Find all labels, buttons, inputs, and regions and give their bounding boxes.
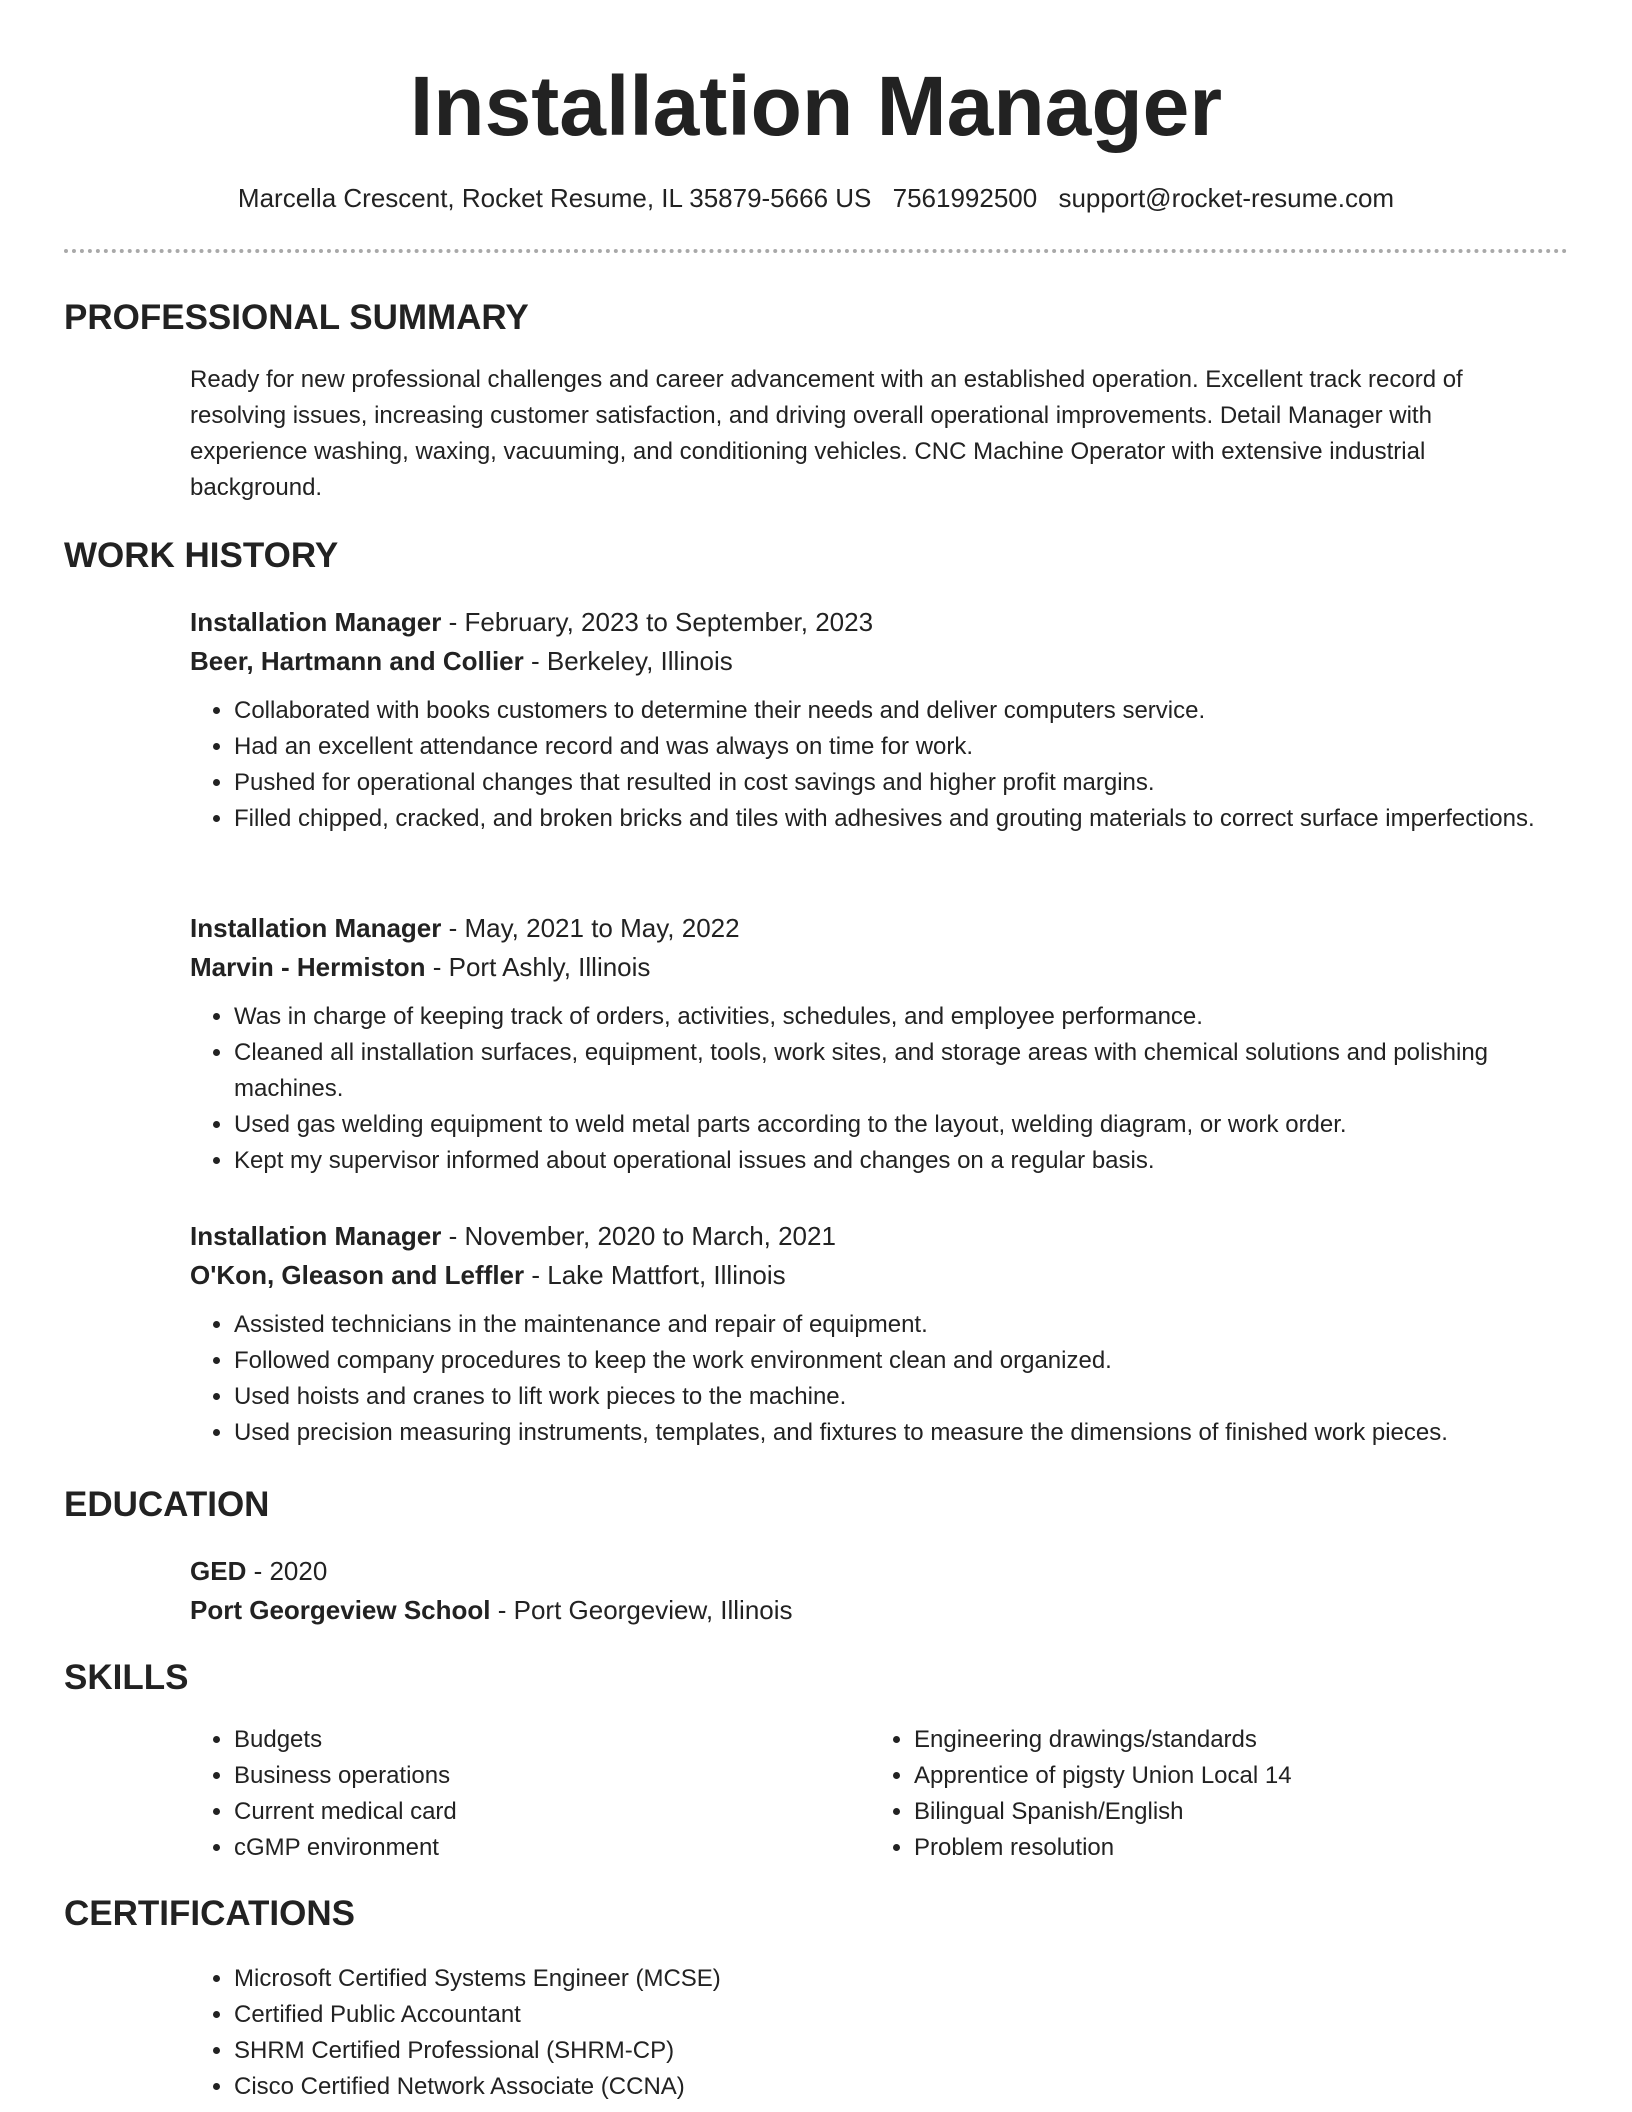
job-dates: - May, 2021 to May, 2022 bbox=[441, 913, 740, 943]
list-item: • Microsoft Certified Systems Engineer (MCSE) bbox=[234, 1961, 1550, 1997]
job-entry bbox=[190, 1217, 1550, 1451]
list-item: • Used hoists and cranes to lift work pieces to the machine. bbox=[234, 1379, 1550, 1415]
summary-text: Ready for new professional challenges and career advancement with an established operation. Excellent track record of resolving issues, increasing customer satisfaction, and driving overall operational improvements. Detail Manager with experience washing, waxing, vacuuming, and conditioning vehicles. CNC Machine Operator with extensive industrial background. bbox=[190, 366, 1463, 501]
list-item: • Pushed for operational changes that resulted in cost savings and higher profit margins. bbox=[234, 765, 1550, 801]
list-item: • Current medical card bbox=[234, 1794, 870, 1830]
skills-grid bbox=[190, 1722, 1550, 1866]
work-history-heading: WORK HISTORY bbox=[64, 536, 339, 575]
skills-section bbox=[190, 1722, 1550, 1866]
education-year: - 2020 bbox=[246, 1556, 328, 1586]
skills-list-left bbox=[190, 1722, 870, 1866]
skills-column-left bbox=[190, 1722, 870, 1866]
education-degree: GED bbox=[190, 1556, 247, 1586]
contact-phone: 7561992500 bbox=[892, 183, 1038, 213]
education-school-line bbox=[190, 1591, 1550, 1630]
list-item: • Cisco Certified Network Associate (CCNA) bbox=[234, 2069, 1550, 2105]
job-company: O'Kon, Gleason and Leffler bbox=[190, 1260, 525, 1290]
list-item: • Budgets bbox=[234, 1722, 870, 1758]
job-dates: - February, 2023 to September, 2023 bbox=[441, 607, 874, 637]
job-duties bbox=[190, 693, 1550, 837]
summary-heading: PROFESSIONAL SUMMARY bbox=[64, 298, 529, 337]
education-entry bbox=[190, 1552, 1550, 1630]
certifications-section bbox=[190, 1961, 1550, 2105]
education-heading: EDUCATION bbox=[64, 1485, 270, 1524]
education-degree-line bbox=[190, 1552, 1550, 1591]
list-item: • Engineering drawings/standards bbox=[914, 1722, 1550, 1758]
list-item: • Cleaned all installation surfaces, equipment, tools, work sites, and storage areas with chemical solutions and polishing machines. bbox=[234, 1035, 1550, 1107]
list-item: • Filled chipped, cracked, and broken bricks and tiles with adhesives and grouting materials to correct surface imperfections. bbox=[234, 801, 1550, 837]
list-item: • Collaborated with books customers to determine their needs and deliver computers service. bbox=[234, 693, 1550, 729]
education-location: - Port Georgeview, Illinois bbox=[490, 1595, 793, 1625]
job-employer bbox=[190, 948, 1550, 987]
contact-address: Marcella Crescent, Rocket Resume, IL 35879-5666 US bbox=[237, 183, 872, 213]
contact-email: support@rocket-resume.com bbox=[1058, 183, 1395, 213]
job-entry bbox=[190, 603, 1550, 837]
job-entry bbox=[190, 909, 1550, 1179]
job-header bbox=[190, 1217, 1550, 1256]
job-header bbox=[190, 603, 1550, 642]
list-item: • Used gas welding equipment to weld metal parts according to the layout, welding diagram, or work order. bbox=[234, 1107, 1550, 1143]
list-item: • SHRM Certified Professional (SHRM-CP) bbox=[234, 2033, 1550, 2069]
summary-section bbox=[190, 362, 1550, 506]
job-employer bbox=[190, 642, 1550, 681]
certifications-heading: CERTIFICATIONS bbox=[64, 1894, 356, 1933]
list-item: • Business operations bbox=[234, 1758, 870, 1794]
list-item: • Certified Public Accountant bbox=[234, 1997, 1550, 2033]
list-item: • cGMP environment bbox=[234, 1830, 870, 1866]
job-company: Marvin - Hermiston bbox=[190, 952, 426, 982]
contact-line bbox=[0, 180, 1632, 216]
skills-column-right bbox=[870, 1722, 1550, 1866]
job-company: Beer, Hartmann and Collier bbox=[190, 646, 524, 676]
header-divider bbox=[64, 249, 1568, 253]
skills-list-right bbox=[870, 1722, 1550, 1866]
list-item: • Kept my supervisor informed about operational issues and changes on a regular basis. bbox=[234, 1143, 1550, 1179]
job-title: Installation Manager bbox=[190, 913, 442, 943]
job-employer bbox=[190, 1256, 1550, 1295]
job-location: - Port Ashly, Illinois bbox=[425, 952, 651, 982]
skills-heading: SKILLS bbox=[64, 1658, 189, 1697]
job-duties bbox=[190, 1307, 1550, 1451]
list-item: • Problem resolution bbox=[914, 1830, 1550, 1866]
job-duties bbox=[190, 999, 1550, 1179]
list-item: • Assisted technicians in the maintenance and repair of equipment. bbox=[234, 1307, 1550, 1343]
job-header bbox=[190, 909, 1550, 948]
list-item: • Followed company procedures to keep the work environment clean and organized. bbox=[234, 1343, 1550, 1379]
list-item: • Bilingual Spanish/English bbox=[914, 1794, 1550, 1830]
resume-title: Installation Manager bbox=[409, 59, 1223, 153]
job-location: - Berkeley, Illinois bbox=[523, 646, 733, 676]
certifications-list bbox=[190, 1961, 1550, 2105]
job-dates: - November, 2020 to March, 2021 bbox=[441, 1221, 836, 1251]
job-location: - Lake Mattfort, Illinois bbox=[524, 1260, 786, 1290]
job-title: Installation Manager bbox=[190, 607, 442, 637]
list-item: • Apprentice of pigsty Union Local 14 bbox=[914, 1758, 1550, 1794]
job-title: Installation Manager bbox=[190, 1221, 442, 1251]
list-item: • Had an excellent attendance record and was always on time for work. bbox=[234, 729, 1550, 765]
list-item: • Used precision measuring instruments, templates, and fixtures to measure the dimensions of finished work pieces. bbox=[234, 1415, 1550, 1451]
education-school: Port Georgeview School bbox=[190, 1595, 491, 1625]
list-item: • Was in charge of keeping track of orders, activities, schedules, and employee performance. bbox=[234, 999, 1550, 1035]
